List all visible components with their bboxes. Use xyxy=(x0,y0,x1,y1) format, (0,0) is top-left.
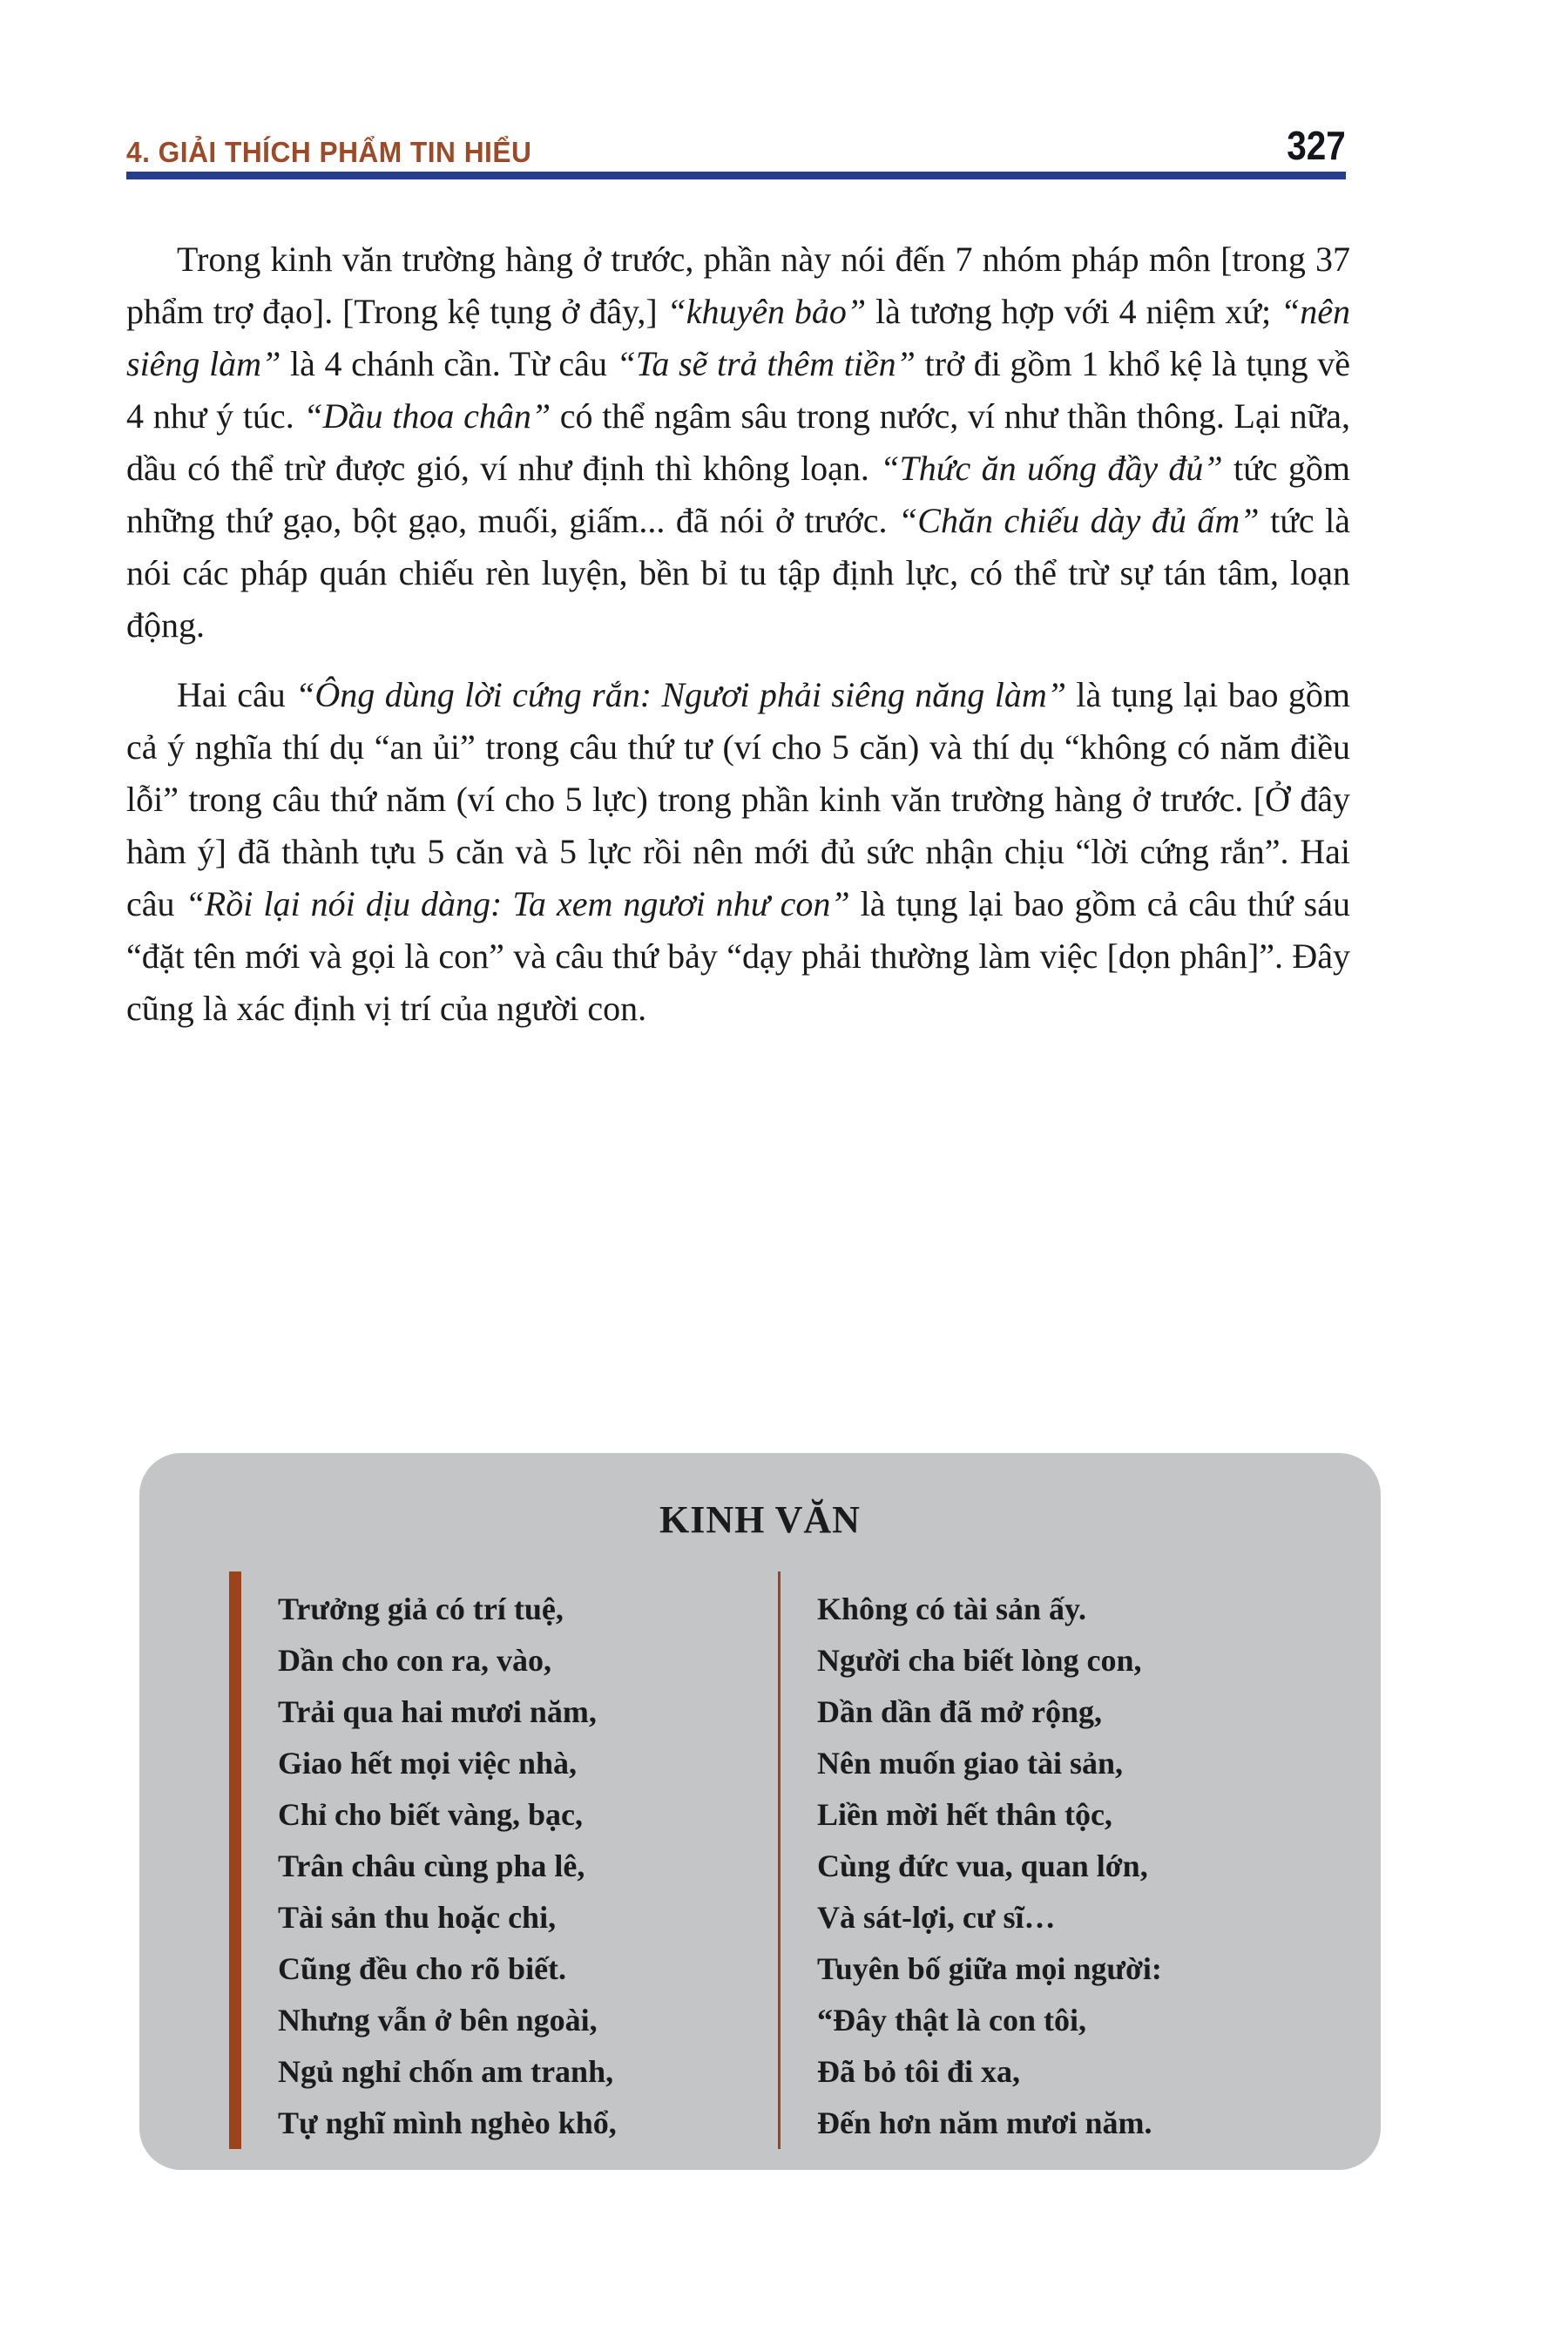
verse-line: Người cha biết lòng con, xyxy=(817,1643,1142,1678)
text-run: tức gồm những thứ gạo, bột gạo, muối, giấm... đã nói ở trước. xyxy=(126,449,1351,540)
text-run: là tụng lại bao gồm cả ý nghĩa thí dụ “an ủi” trong câu thứ tư (ví cho 5 căn) và thí dụ “không có năm điều lỗi” trong câu thứ năm (ví cho 5 lực) trong phần kinh văn trường hàng ở trước. [Ở đây hàm ý] đã thành tựu 5 căn và 5 lực rồi nên mới đủ sức nhận chịu “lời cứng rắn”. Hai câu xyxy=(126,675,1350,923)
text-run: là tương hợp với 4 niệm xứ; xyxy=(866,292,1281,331)
verse-line: Giao hết mọi việc nhà, xyxy=(278,1746,577,1781)
quoted-phrase: “Thức ăn uống đầy đủ” xyxy=(880,449,1223,488)
verse-lines-left xyxy=(278,1584,617,2149)
verse-divider-bar xyxy=(778,1571,781,2149)
text-run: là 4 chánh cần. Từ câu xyxy=(280,344,617,383)
verse-columns xyxy=(139,1584,1381,2149)
verse-column-left xyxy=(229,1584,778,2149)
verse-line: Tuyên bố giữa mọi người: xyxy=(817,1951,1162,1986)
kinh-van-title: KINH VĂN xyxy=(659,1498,861,1541)
verse-line: Chỉ cho biết vàng, bạc, xyxy=(278,1797,584,1832)
kinh-van-box xyxy=(139,1453,1381,2170)
verse-column-right xyxy=(778,1584,1381,2149)
text-run: Hai câu xyxy=(177,675,296,714)
verse-line: Tự nghĩ mình nghèo khổ, xyxy=(278,2105,617,2140)
verse-line: “Đây thật là con tôi, xyxy=(817,2003,1086,2038)
body-text xyxy=(126,233,1350,1035)
text-run: tức là nói các pháp quán chiếu rèn luyện, bền bỉ tu tập định lực, có thể trừ sự tán tâm, loạn động. xyxy=(126,501,1351,645)
verse-line: Liền mời hết thân tộc, xyxy=(817,1797,1112,1832)
text-run: Trong kinh văn trường hàng ở trước, phần này nói đến 7 nhóm pháp môn [trong 37 phẩm trợ đạo]. [Trong kệ tụng ở đây,] xyxy=(126,240,1350,331)
page-number: 327 xyxy=(1287,123,1346,168)
quoted-phrase: “Chăn chiếu dày đủ ấm” xyxy=(898,501,1260,540)
verse-line: Cũng đều cho rõ biết. xyxy=(278,1951,567,1986)
quoted-phrase: “nên siêng làm” xyxy=(126,292,1350,383)
verse-line: Cùng đức vua, quan lớn, xyxy=(817,1848,1148,1883)
page-header xyxy=(126,122,1346,169)
body-paragraph xyxy=(126,669,1350,1035)
verse-line: Trưởng giả có trí tuệ, xyxy=(278,1592,564,1626)
verse-line: Ngủ nghỉ chốn am tranh, xyxy=(278,2054,614,2089)
quoted-phrase: “Rồi lại nói dịu dàng: Ta xem ngươi như con” xyxy=(185,884,850,923)
quoted-phrase: “Ta sẽ trả thêm tiền” xyxy=(616,344,916,383)
text-run: là tụng lại bao gồm cả câu thứ sáu “đặt tên mới và gọi là con” và câu thứ bảy “dạy phải thường làm việc [dọn phân]”. Đây cũng là xác định vị trí của người con. xyxy=(126,884,1350,1028)
verse-line: Đến hơn năm mươi năm. xyxy=(817,2105,1152,2140)
quoted-phrase: “khuyên bảo” xyxy=(666,292,867,331)
verse-line: Và sát-lợi, cư sĩ… xyxy=(817,1900,1056,1935)
verse-lines-right xyxy=(817,1584,1162,2149)
chapter-title: 4. GIẢI THÍCH PHẨM TIN HIỂU xyxy=(126,136,532,168)
text-run: có thể ngâm sâu trong nước, ví như thần thông. Lại nữa, dầu có thể trừ được gió, ví như định thì không loạn. xyxy=(126,396,1351,488)
header-rule xyxy=(126,172,1346,179)
text-run: trở đi gồm 1 khổ kệ là tụng về 4 như ý túc. xyxy=(126,344,1350,436)
verse-line: Dần dần đã mở rộng, xyxy=(817,1694,1103,1729)
quoted-phrase: “Ông dùng lời cứng rắn: Ngươi phải siêng năng làm” xyxy=(295,675,1066,714)
body-paragraph xyxy=(126,233,1350,652)
verse-line: Nhưng vẫn ở bên ngoài, xyxy=(278,2003,598,2038)
verse-line: Đã bỏ tôi đi xa, xyxy=(817,2054,1021,2089)
verse-line: Tài sản thu hoặc chi, xyxy=(278,1900,557,1935)
verse-line: Nên muốn giao tài sản, xyxy=(817,1746,1124,1781)
verse-line: Không có tài sản ấy. xyxy=(817,1592,1087,1626)
verse-line: Trân châu cùng pha lê, xyxy=(278,1848,585,1883)
verse-line: Trải qua hai mươi năm, xyxy=(278,1694,597,1729)
verse-line: Dần cho con ra, vào, xyxy=(278,1643,551,1678)
verse-accent-bar xyxy=(229,1571,241,2149)
quoted-phrase: “Dầu thoa chân” xyxy=(303,396,551,436)
